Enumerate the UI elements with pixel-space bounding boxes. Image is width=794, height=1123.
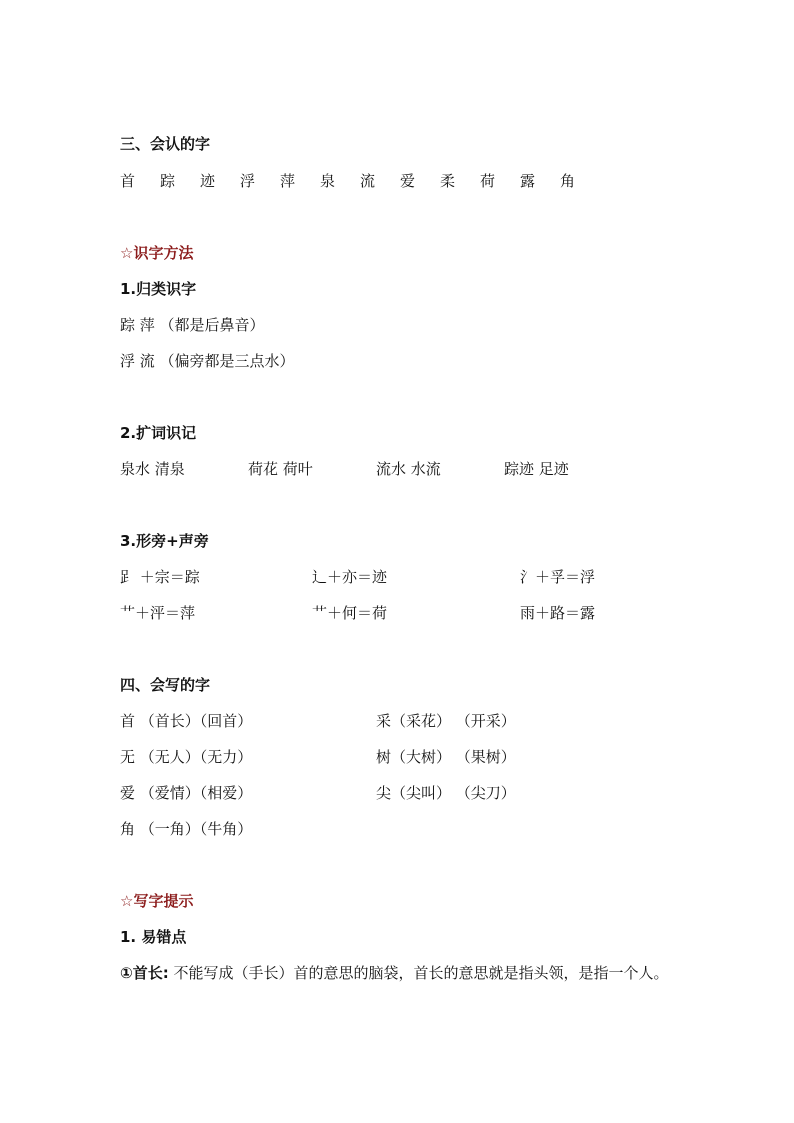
char: 踪 bbox=[160, 172, 176, 190]
write-word: 采（采花） （开采） bbox=[376, 712, 516, 730]
char: 爱 bbox=[400, 172, 416, 190]
write-word: 尖（尖叫） （尖刀） bbox=[376, 784, 516, 802]
write-word: 树（大树） （果树） bbox=[376, 748, 516, 766]
section4-title: 四、会写的字 bbox=[120, 676, 211, 694]
char: 迹 bbox=[200, 172, 216, 190]
method-heading: ☆识字方法 bbox=[120, 244, 194, 262]
char: 浮 bbox=[240, 172, 256, 190]
recognize-chars-row bbox=[120, 171, 600, 191]
char: 萍 bbox=[280, 172, 296, 190]
compose-item: 𧾷 ＋宗＝踪 bbox=[120, 568, 200, 586]
expand-item: 流水 水流 bbox=[376, 460, 441, 478]
classify-line-2: 浮 流 （偏旁都是三点水） bbox=[120, 352, 295, 370]
expand-title: 2.扩词识记 bbox=[120, 424, 197, 442]
classify-line-1: 踪 萍 （都是后鼻音） bbox=[120, 316, 265, 334]
expand-item: 泉水 清泉 bbox=[120, 460, 185, 478]
expand-item: 荷花 荷叶 bbox=[248, 460, 313, 478]
char: 柔 bbox=[440, 172, 456, 190]
write-word: 无 （无人）（无力） bbox=[120, 748, 253, 766]
char: 露 bbox=[520, 172, 536, 190]
compose-item: 艹＋泙＝萍 bbox=[120, 604, 196, 622]
char: 流 bbox=[360, 172, 376, 190]
compose-title: 3.形旁+声旁 bbox=[120, 532, 209, 550]
tips-subtitle: 1. 易错点 bbox=[120, 928, 187, 946]
expand-item: 踪迹 足迹 bbox=[504, 460, 569, 478]
char: 泉 bbox=[320, 172, 336, 190]
tip-label: ①首长: bbox=[120, 964, 169, 982]
compose-item: 艹＋何＝荷 bbox=[312, 604, 388, 622]
compose-item: 氵＋孚＝浮 bbox=[520, 568, 596, 586]
compose-item: 辶＋亦＝迹 bbox=[312, 568, 388, 586]
compose-item: 雨＋路＝露 bbox=[520, 604, 596, 622]
tip-text: 不能写成（手长）首的意思的脑袋，首长的意思就是指头领，是指一个人。 bbox=[168, 964, 669, 982]
write-word: 爱 （爱情）（相爱） bbox=[120, 784, 253, 802]
classify-title: 1.归类识字 bbox=[120, 280, 197, 298]
section3-title: 三、会认的字 bbox=[120, 135, 211, 153]
char: 荷 bbox=[480, 172, 496, 190]
write-word: 角 （一角）（牛角） bbox=[120, 820, 253, 838]
char: 首 bbox=[120, 172, 136, 190]
char: 角 bbox=[560, 172, 576, 190]
write-word: 首 （首长）（回首） bbox=[120, 712, 253, 730]
tip-paragraph bbox=[120, 962, 680, 985]
tips-heading: ☆写字提示 bbox=[120, 892, 194, 910]
